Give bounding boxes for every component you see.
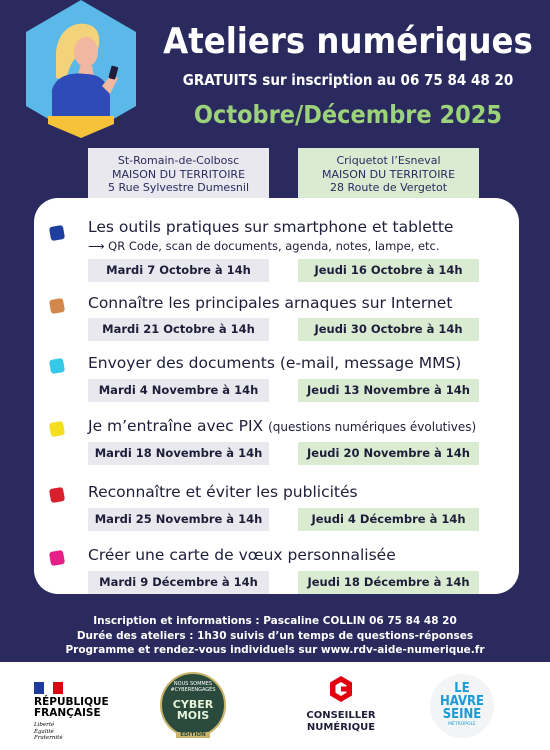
french-flag-icon	[34, 682, 63, 694]
location-address: 28 Route de Vergetot	[329, 181, 448, 194]
conseiller-numerique-icon	[330, 676, 352, 702]
partner-logos	[0, 662, 550, 750]
workshop-note: (questions numériques évolutives)	[268, 420, 477, 434]
workshop-detail: ⟶ QR Code, scan de documents, agenda, notes, lampe, etc.	[88, 239, 440, 253]
info-block	[0, 614, 550, 658]
location-town: St-Romain-de-Colbosc	[117, 154, 240, 167]
date-st-romain: Mardi 4 Novembre à 14h	[88, 379, 269, 402]
registration-subtitle: GRATUITS sur inscription au 06 75 84 48 20	[182, 71, 514, 89]
location-venue: MAISON DU TERRITOIRE	[111, 167, 246, 181]
date-criquetot: Jeudi 18 Décembre à 14h	[298, 571, 479, 594]
location-st-romain	[88, 148, 269, 204]
date-criquetot: Jeudi 4 Décembre à 14h	[298, 508, 479, 531]
conseiller-numerique-label: CONSEILLER NUMÉRIQUE	[306, 710, 376, 733]
bullet-square	[49, 358, 65, 374]
info-website: Programme et rendez-vous individuels sur www.rdv-aide-numerique.fr	[65, 644, 485, 656]
bullet-square	[49, 421, 65, 437]
republique-motto: Liberté Égalité Fraternité	[34, 722, 63, 741]
republique-label: RÉPUBLIQUE FRANÇAISE	[34, 696, 109, 719]
info-duration: Durée des ateliers : 1h30 suivis d’un temps de questions-réponses	[76, 629, 474, 642]
workshop-title: Envoyer des documents (e-mail, message MMS)	[88, 354, 462, 372]
cybermois-ring-text: NOUS SOMMES #CYBERENGAGÉS	[170, 681, 216, 693]
info-contact: Inscription et informations : Pascaline COLLIN 06 75 84 48 20	[93, 615, 457, 627]
date-st-romain: Mardi 21 Octobre à 14h	[88, 318, 269, 341]
date-criquetot: Jeudi 20 Novembre à 14h	[298, 442, 479, 465]
conseiller-numerique-logo	[296, 676, 386, 734]
date-st-romain: Mardi 18 Novembre à 14h	[88, 442, 269, 465]
date-st-romain: Mardi 25 Novembre à 14h	[88, 508, 269, 531]
workshop-title: Les outils pratiques sur smartphone et tablette	[88, 218, 454, 236]
le-havre-seine-logo: LE HAVRE SEINE MÉTROPOLE	[430, 674, 494, 738]
date-st-romain: Mardi 7 Octobre à 14h	[88, 259, 269, 282]
location-address: 5 Rue Sylvestre Dumesnil	[107, 181, 250, 194]
bullet-square	[49, 225, 65, 241]
bullet-square	[49, 298, 65, 314]
bullet-square	[49, 550, 65, 566]
workshop-title: Créer une carte de vœux personnalisée	[88, 546, 396, 564]
date-st-romain: Mardi 9 Décembre à 14h	[88, 571, 269, 594]
bullet-square	[49, 487, 65, 503]
date-criquetot: Jeudi 16 Octobre à 14h	[298, 259, 479, 282]
cybermois-edition: ÉDITION	[176, 732, 209, 738]
page-title: Ateliers numériques	[163, 21, 533, 62]
location-town: Criquetot l’Esneval	[336, 154, 441, 167]
location-criquetot	[298, 148, 479, 204]
republique-francaise-logo	[34, 682, 124, 742]
workshop-title: Je m’entraîne avec PIX (questions numériques évolutives)	[88, 417, 477, 435]
date-criquetot: Jeudi 13 Novembre à 14h	[298, 379, 479, 402]
cybermois-badge	[160, 672, 226, 747]
workshop-card	[34, 198, 519, 594]
date-criquetot: Jeudi 30 Octobre à 14h	[298, 318, 479, 341]
cybermois-year: 2025	[186, 741, 200, 747]
woman-with-phone-illustration	[26, 0, 136, 138]
workshop-title: Reconnaître et éviter les publicités	[88, 483, 358, 501]
cybermois-name: CYBER MOIS	[172, 698, 214, 722]
period-heading: Octobre/Décembre 2025	[193, 100, 503, 129]
location-venue: MAISON DU TERRITOIRE	[321, 167, 456, 181]
workshop-title: Connaître les principales arnaques sur Internet	[88, 294, 453, 312]
